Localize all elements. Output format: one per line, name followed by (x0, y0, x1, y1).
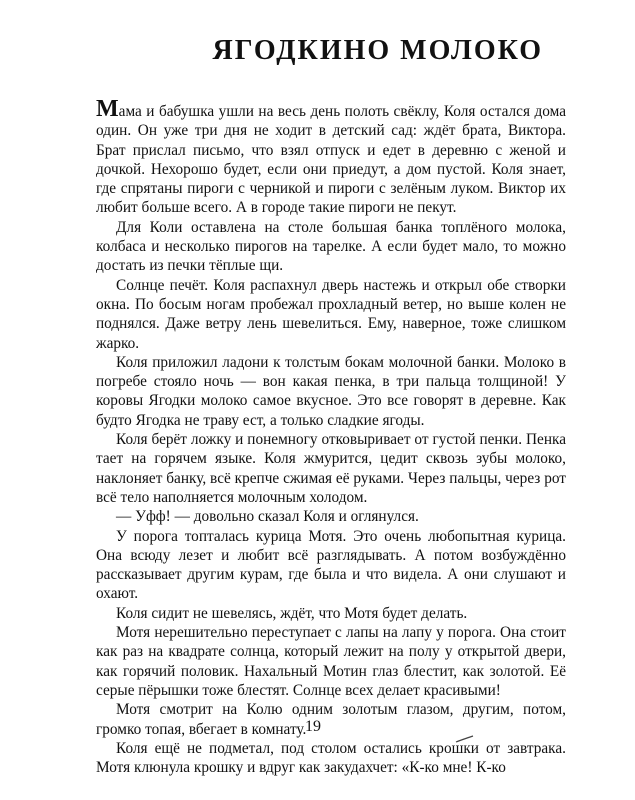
paragraph-text: ама и бабушка ушли на весь день полоть свёклу, Коля остался дома один. Он уже три дня не ходит в детский сад: ждёт брата, Виктора. Брат прислал письмо, что взял отпуск и едет в деревню с женой и дочкой. Нехорошо будет, если они приедут, а дом пустой. Коля знает, где спрятаны пироги с черникой и пироги с зелёным луком. Виктор их любит больше всего. А в городе такие пироги не пекут. (96, 103, 566, 217)
paragraph (96, 96, 566, 218)
page-number: 19 (305, 718, 321, 735)
drop-cap: М (96, 96, 119, 122)
page-title: ЯГОДКИНО МОЛОКО (212, 35, 543, 66)
paragraph: — Уфф! — довольно сказал Коля и оглянулся. (116, 508, 419, 526)
paragraph: У порога топталась курица Мотя. Это очень любопытная курица. Она всюду лезет и любит всё разглядывать. А потом возбуждённо рассказывает другим курам, где была и что видела. А они слушают и охают. (96, 527, 566, 603)
story-text (96, 96, 566, 777)
paragraph: Мотя смотрит на Колю одним золотым глазом, другим, потом, громко топая, вбегает в комнату. (96, 701, 566, 738)
paragraph: Для Коли оставлена на столе большая банка топлёного молока, колбаса и несколько пирогов на тарелке. А если будет мало, то можно достать из печки тёплые щи. (96, 218, 566, 275)
paragraph: Коля сидит не шевелясь, ждёт, что Мотя будет делать. (116, 604, 468, 622)
paragraph: Мотя нерешительно переступает с лапы на лапу у порога. Она стоит как раз на квадрате солнца, который лежит на полу у открытой двери, как горячий половик. Нахальный Мотин глаз блестит, как золотой. Её серые пёрышки тоже блестят. Солнце всех делает красивыми! (96, 624, 566, 699)
paragraph: Коля ещё не подметал, под столом остались крошки от завтрака. Мотя клюнула крошку и вдруг как закудахчет: «К-ко мне! К-ко (96, 739, 566, 777)
paragraph: Солнце печёт. Коля распахнул дверь настежь и открыл обе створки окна. По босым ногам пробежал прохладный ветер, но выше колен не поднялся. Даже ветру лень шевелиться. Ему, наверное, тоже слишком жарко. (96, 276, 566, 352)
paragraph: Коля берёт ложку и понемногу отковыривает от густой пенки. Пенка тает на горячем языке. Коля жмурится, цедит сквозь зубы молоко, наклоняет банку, всё крепче сжимая её руками. Через пальцы, через рот всё тело наполняется молочным холодом. (96, 431, 566, 506)
pen-mark (455, 735, 475, 743)
paragraph: Коля приложил ладони к толстым бокам молочной банки. Молоко в погребе стояло ночь — вон какая пенка, в три пальца толщиной! У коровы Ягодки молоко самое вкусное. Это все говорят в деревне. Как будто Ягодка не траву ест, а только сладкие ягоды. (96, 353, 566, 429)
